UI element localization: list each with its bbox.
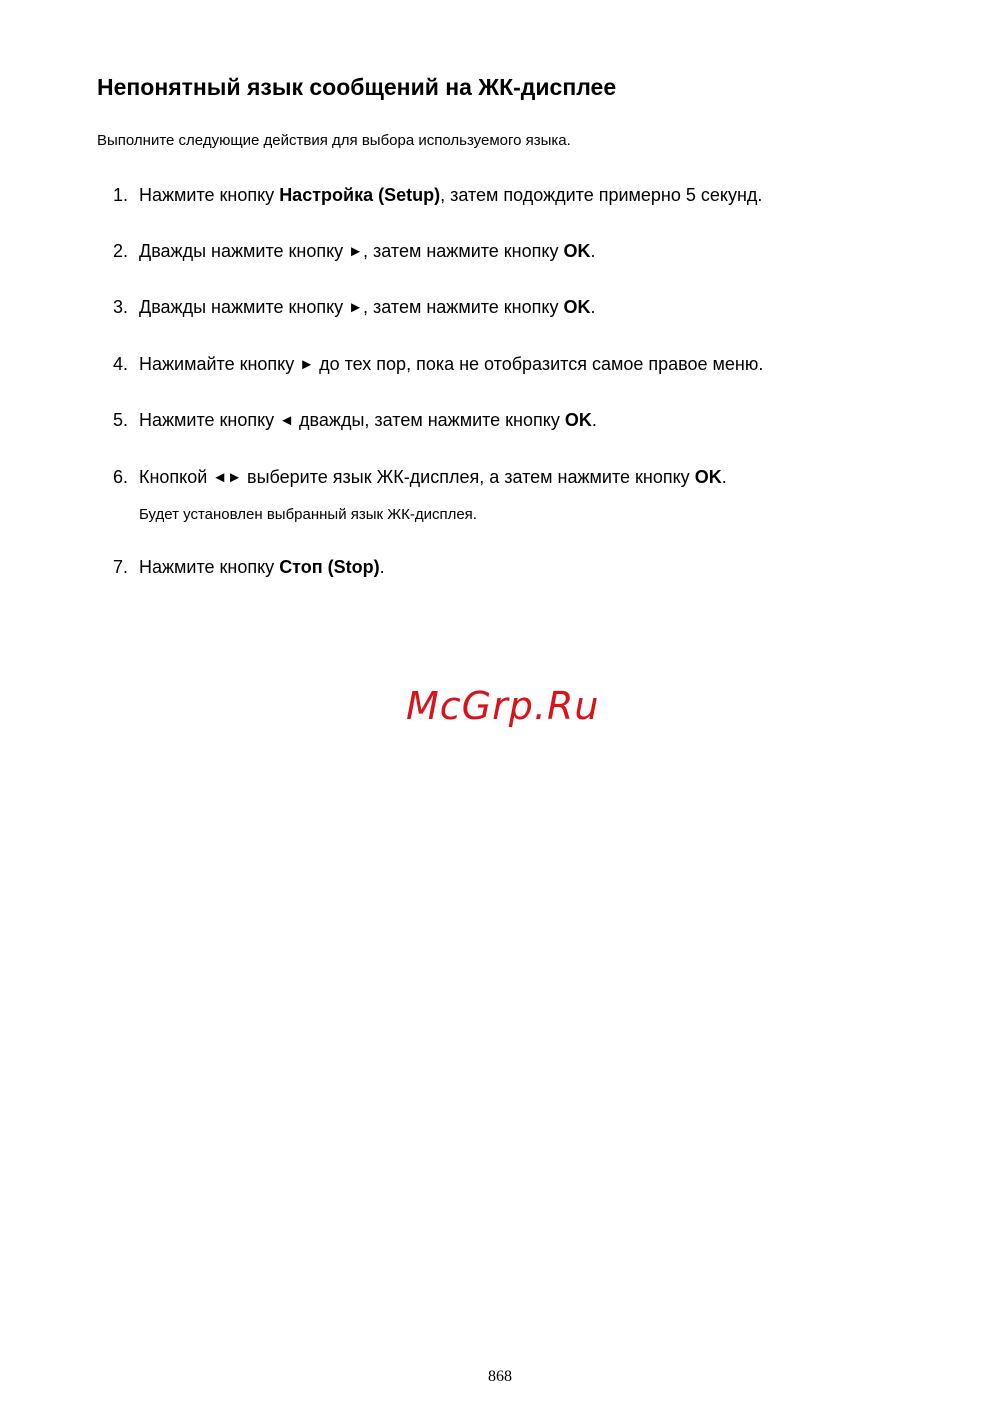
step-text: , затем нажмите кнопку [363,241,564,261]
step-text: Дважды нажмите кнопку [139,297,349,317]
ok-button-name: OK [563,297,591,317]
list-item [113,352,763,377]
right-arrow-icon: ► [299,356,315,373]
step-text: Нажмите кнопку [139,557,280,577]
list-item [113,295,595,320]
step-text: Нажмите кнопку [139,185,280,205]
page-number: 868 [488,1368,512,1385]
list-item [113,239,595,264]
left-arrow-icon: ◄ [279,412,295,429]
step-text: . [721,467,727,487]
ok-button-name: OK [564,410,592,430]
step-text: выберите язык ЖК-дисплея, а затем нажмите кнопку [242,467,695,487]
list-item [113,555,385,579]
page-title: Непонятный язык сообщений на ЖК-дисплее [97,74,617,100]
list-item [113,465,727,490]
step-number: 3. [113,297,129,317]
ok-button-name: OK [563,241,591,261]
step-note: Будет установлен выбранный язык ЖК-дисплея. [139,506,477,523]
step-text: , затем подождите примерно 5 секунд. [440,185,763,205]
step-text: Кнопкой [139,467,213,487]
step-number: 7. [113,557,129,577]
right-arrow-icon: ► [348,299,364,316]
step-text: дважды, затем нажмите кнопку [294,410,565,430]
step-text: . [590,297,596,317]
intro-text: Выполните следующие действия для выбора используемого языка. [97,132,571,149]
step-number: 4. [113,354,129,374]
step-text: . [590,241,596,261]
right-arrow-icon: ► [348,243,364,260]
list-item [113,183,762,207]
ok-button-name: OK [694,467,722,487]
step-number: 6. [113,467,129,487]
step-text: Нажмите кнопку [139,410,280,430]
list-item [113,408,597,433]
stop-button-name: Стоп (Stop) [279,557,380,577]
step-text: Нажимайте кнопку [139,354,300,374]
step-text: , затем нажмите кнопку [363,297,564,317]
step-number: 1. [113,185,129,205]
step-text: . [379,557,385,577]
step-number: 5. [113,410,129,430]
step-text: до тех пор, пока не отобразится самое правое меню. [314,354,764,374]
left-right-arrow-icon: ◄► [212,469,243,486]
watermark-logo: McGrp.Ru [406,684,600,728]
step-number: 2. [113,241,129,261]
step-text: . [591,410,597,430]
setup-button-name: Настройка (Setup) [279,185,441,205]
step-text: Дважды нажмите кнопку [139,241,349,261]
